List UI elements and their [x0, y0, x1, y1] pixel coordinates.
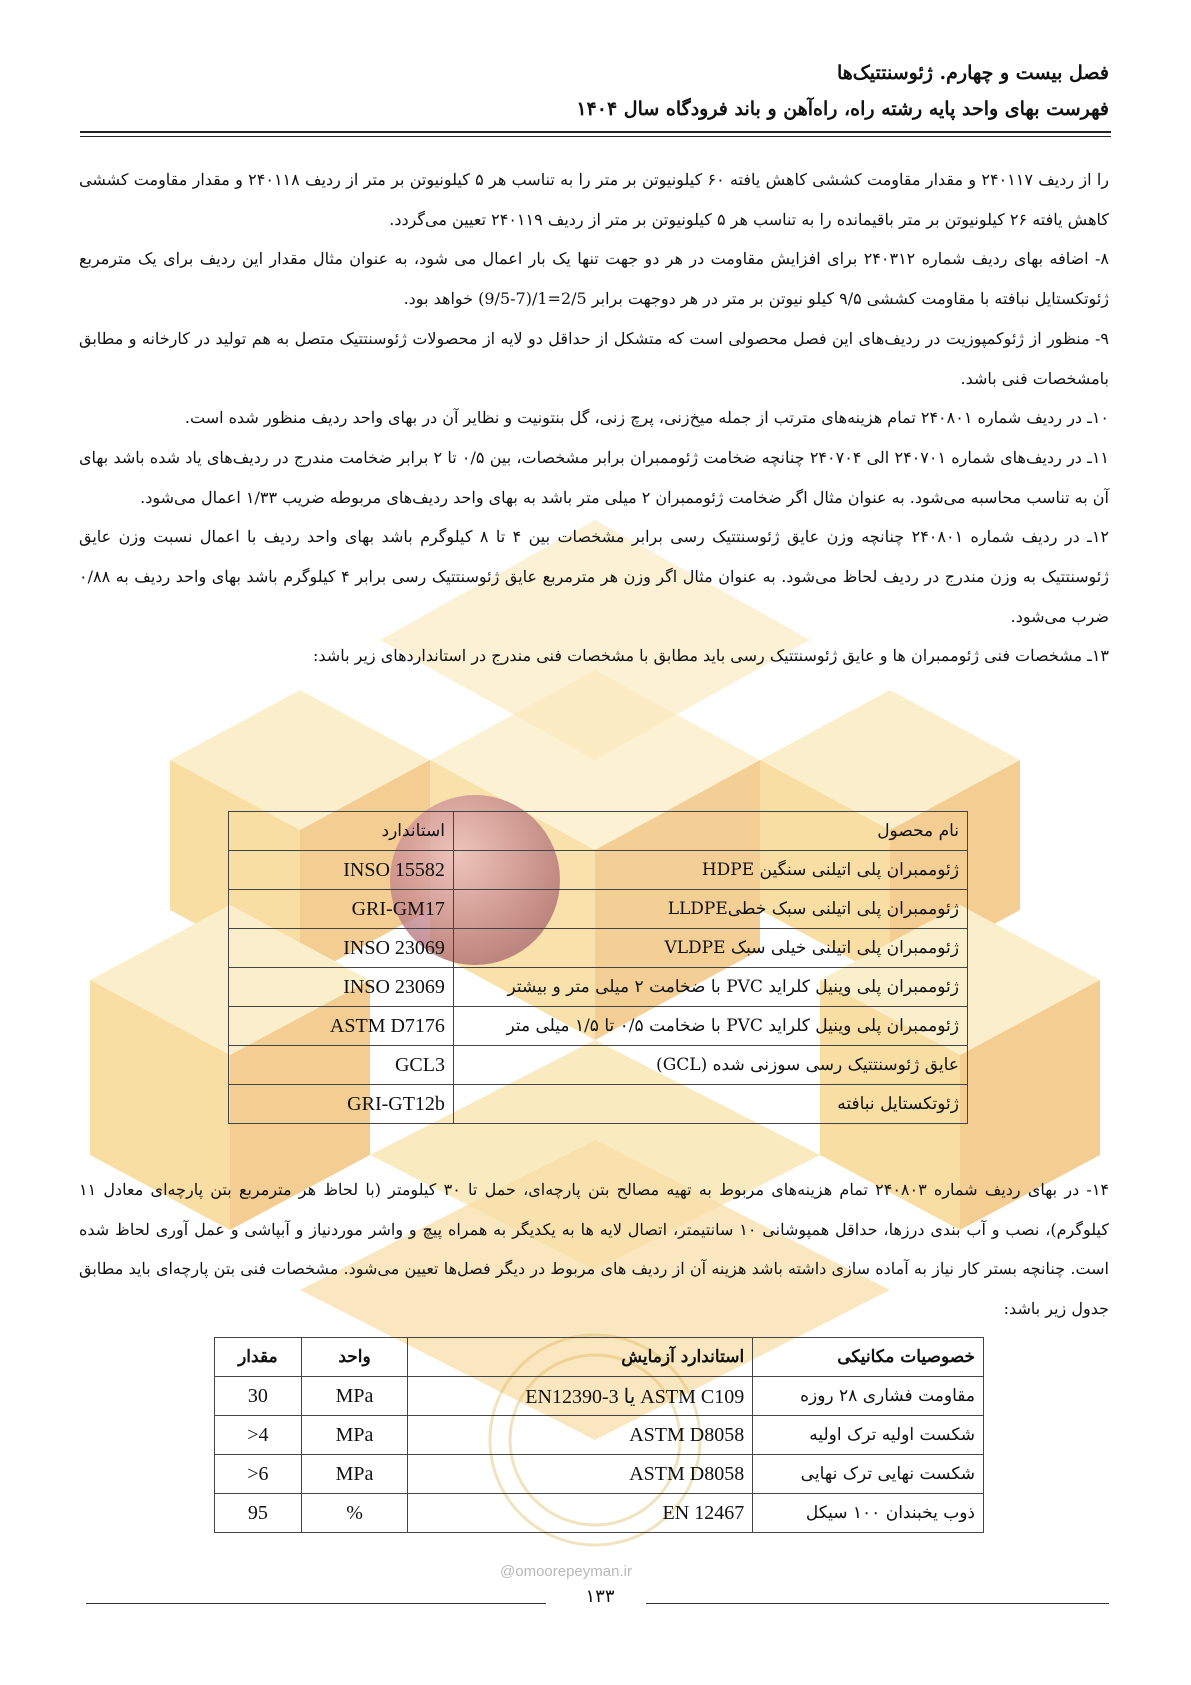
footer-rule-right — [646, 1603, 1109, 1604]
table-row — [229, 1007, 968, 1046]
table-row — [229, 851, 968, 890]
table-cell-product: ژئوممبران پلی اتیلنی خیلی سبک VLDPE — [453, 929, 967, 968]
table-row — [229, 890, 968, 929]
table-cell-value: 6< — [215, 1455, 302, 1494]
table-cell-test-standard: EN 12467 — [408, 1494, 753, 1533]
table-cell-standard: INSO 23069 — [229, 929, 454, 968]
table-row — [229, 1085, 968, 1124]
paragraph-note-8: ۸- اضافه بهای ردیف شماره ۲۴۰۳۱۲ برای افزایش مقاومت در هر دو جهت تنها یک بار اعمال می شود، به عنوان مثال مقدار این ردیف برای یک مترمربع ژئوتکستایل نبافته با مقاومت کششی ۹/۵ کیلو نیوتن بر متر در هر دوجهت برابر 2/5=1/(7-9/5) خواهد بود. — [79, 249, 1109, 309]
table-row — [215, 1416, 984, 1455]
chapter-title: فصل بیست و چهارم. ژئوسنتتیک‌ها — [836, 62, 1109, 84]
footer-rule-left — [86, 1603, 546, 1604]
table-cell-test-standard: ASTM D8058 — [408, 1416, 753, 1455]
table-cell-unit: MPa — [301, 1377, 408, 1416]
table-header-row — [215, 1338, 984, 1377]
fabric-concrete-specs-table — [214, 1337, 984, 1533]
paragraph-note-12: ۱۲ـ در ردیف شماره ۲۴۰۸۰۱ چنانچه وزن عایق ژئوسنتتیک رسی برابر مشخصات بین ۴ تا ۸ کیلوگرم باشد بهای واحد ردیف با اعمال نسبت وزن عایق ژئوسنتتیک به وزن مندرج در ردیف لحاظ می‌شود. به عنوان مثال اگر وزن هر مترمربع عایق ژئوسنتتیک رسی برابر ۴ کیلوگرم باشد بهای واحد ردیف به ۰/۸۸ ضرب می‌شود. — [79, 527, 1110, 626]
paragraph-note-14-block — [79, 1170, 1109, 1329]
table-cell-product: عایق ژئوسنتتیک رسی سوزنی شده (GCL) — [453, 1046, 967, 1085]
paragraph-note-9: ۹- منظور از ژئوکمپوزیت در ردیف‌های این فصل محصولی است که متشکل از حداقل دو لایه از محصولات ژئوسنتتیک متصل به هم تولید در کارخانه و مطابق بامشخصات فنی باشد. — [79, 328, 1109, 388]
table-cell-standard: ASTM D7176 — [229, 1007, 454, 1046]
table-cell-property: شکست نهایی ترک نهایی — [753, 1455, 984, 1494]
table-cell-value: 4< — [215, 1416, 302, 1455]
table-cell-product: ژئوممبران پلی وینیل کلراید PVC با ضخامت ۰/۵ تا ۱/۵ میلی متر — [453, 1007, 967, 1046]
table-cell-standard: GRI-GM17 — [229, 890, 454, 929]
watermark-site-url: @omoorepeyman.ir — [500, 1563, 632, 1580]
table-header-cell: استاندارد — [229, 812, 454, 851]
table-row — [215, 1455, 984, 1494]
table-header-cell: خصوصیات مکانیکی — [753, 1338, 984, 1377]
table-header-cell: استاندارد آزمایش — [408, 1338, 753, 1377]
document-title: فهرست بهای واحد پایه رشته راه، راه‌آهن و باند فرودگاه سال ۱۴۰۴ — [576, 98, 1109, 120]
table-cell-property: شکست اولیه ترک اولیه — [753, 1416, 984, 1455]
table-cell-test-standard: ASTM D8058 — [408, 1455, 753, 1494]
table-cell-standard: GRI-GT12b — [229, 1085, 454, 1124]
table-row — [215, 1494, 984, 1533]
table-cell-value: 30 — [215, 1377, 302, 1416]
table-header-cell: واحد — [301, 1338, 408, 1377]
table-cell-standard: INSO 23069 — [229, 968, 454, 1007]
table-cell-unit: MPa — [301, 1416, 408, 1455]
table-cell-standard: GCL3 — [229, 1046, 454, 1085]
table-cell-test-standard: ASTM C109 یا EN12390-3 — [408, 1377, 753, 1416]
table-cell-property: مقاومت فشاری ۲۸ روزه — [753, 1377, 984, 1416]
table-cell-product: ژئوممبران پلی وینیل کلراید PVC با ضخامت ۲ میلی متر و بیشتر — [453, 968, 967, 1007]
paragraph-note-14: ۱۴- در بهای ردیف شماره ۲۴۰۸۰۳ تمام هزینه‌های مربوط به تهیه مصالح بتن پارچه‌ای، حمل تا ۳۰ کیلومتر (با لحاظ هر مترمربع بتن پارچه‌ای معادل ۱۱ کیلوگرم)، نصب و آب بندی درزها، حداقل همپوشانی ۱۰ سانتیمتر، اتصال لایه ها به یکدیگر به همراه پیچ و واشر موردنیاز و آبپاشی و عمل آوری لحاظ شده است. چنانچه بستر کار نیاز به آماده سازی داشته باشد هزینه آن از ردیف های مربوط در دیگر فصل‌ها تعیین می‌شود. مشخصات فنی بتن پارچه‌ای باید مطابق جدول زیر باشد: — [79, 1180, 1110, 1319]
table-cell-unit: MPa — [301, 1455, 408, 1494]
table-cell-product: ژئوممبران پلی اتیلنی سبک خطیLLDPE — [453, 890, 967, 929]
table-header-cell: مقدار — [215, 1338, 302, 1377]
notes-body — [79, 160, 1109, 676]
paragraph-note-13: ۱۳ـ مشخصات فنی ژئوممبران ها و عایق ژئوسنتتیک رسی باید مطابق با مشخصات فنی مندرج در استانداردهای زیر باشد: — [313, 646, 1109, 666]
table-row — [229, 1046, 968, 1085]
header-rule-thick — [80, 131, 1111, 133]
table-cell-property: ذوب یخبندان ۱۰۰ سیکل — [753, 1494, 984, 1533]
paragraph-note-10: ۱۰ـ در ردیف شماره ۲۴۰۸۰۱ تمام هزینه‌های مترتب از جمله میخ‌زنی، پرچ زنی، گل بنتونیت و نظایر آن در بهای واحد ردیف منظور شده است. — [184, 408, 1109, 428]
header-rule-thin — [80, 136, 1111, 137]
table-cell-product: ژئوتکستایل نبافته — [453, 1085, 967, 1124]
paragraph-note-11: ۱۱ـ در ردیف‌های شماره ۲۴۰۷۰۱ الی ۲۴۰۷۰۴ چنانچه ضخامت ژئوممبران برابر مشخصات، بین ۰/۵ تا ۲ برابر ضخامت مندرج در ردیف‌های یاد شده باشد بهای آن به تناسب محاسبه می‌شود. به عنوان مثال اگر ضخامت ژئوممبران ۲ میلی متر باشد به بهای واحد ردیف‌های مربوطه ضریب ۱/۳۳ اعمال می‌شود. — [79, 447, 1110, 507]
geomembrane-standards-table — [228, 811, 968, 1124]
table-cell-unit: % — [301, 1494, 408, 1533]
table-row — [215, 1377, 984, 1416]
table-header-cell: نام محصول — [453, 812, 967, 851]
paragraph-continuation: را از ردیف ۲۴۰۱۱۷ و مقدار مقاومت کششی کاهش یافته ۶۰ کیلونیوتن بر متر را به تناسب هر ۵ کیلونیوتن بر متر از ردیف ۲۴۰۱۱۸ و مقدار مقاومت کششی کاهش یافته ۲۶ کیلونیوتن بر متر باقیمانده را به تناسب هر ۵ کیلونیوتن بر متر از ردیف ۲۴۰۱۱۹ تعیین می‌گردد. — [79, 170, 1110, 229]
table-row — [229, 968, 968, 1007]
table-row — [229, 929, 968, 968]
table-header-row — [229, 812, 968, 851]
table-cell-product: ژئوممبران پلی اتیلنی سنگین HDPE — [453, 851, 967, 890]
table-cell-value: 95 — [215, 1494, 302, 1533]
table-cell-standard: INSO 15582 — [229, 851, 454, 890]
page-number: ۱۳۳ — [585, 1586, 615, 1607]
